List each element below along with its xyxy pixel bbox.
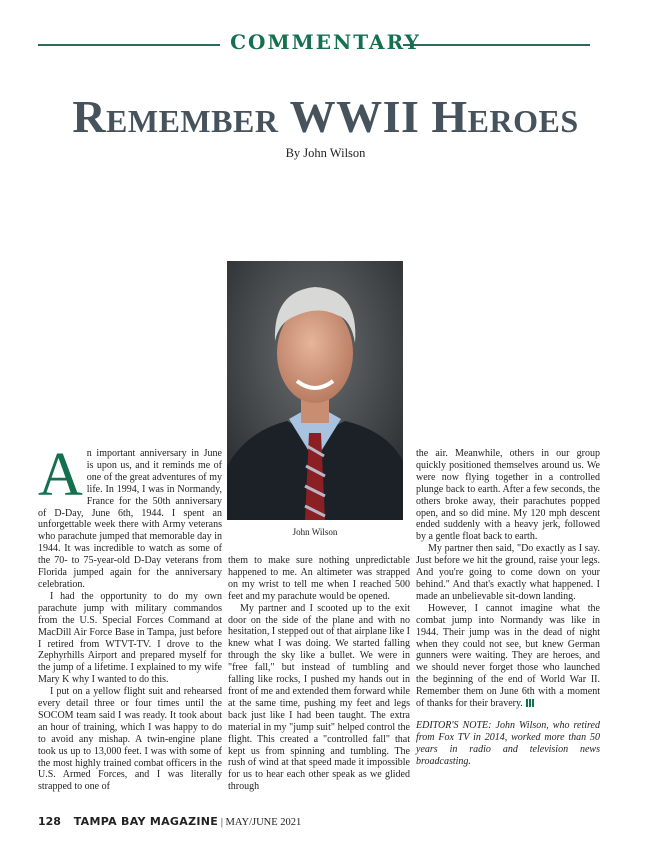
paragraph: However, I cannot imagine what the combat jump into Normandy was like in 1944. Their jump was in the dead of night when they could not see, but knew German gunners were waiting. They are heroes, and we should never forget those who launched the beginning of the end of World War II. Remember them on June 6th with a moment of thanks for their bravery. <box>416 602 600 710</box>
end-mark-icon <box>526 699 534 707</box>
paragraph: My partner then said, "Do exactly as I say. Just before we hit the ground, raise your legs. And you're going to come down on your behind." And that's exactly what happened. I made an unbelievable sit-down landing. <box>416 543 600 602</box>
article-title: Remember WWII Heroes <box>72 91 579 142</box>
paragraph: I had the opportunity to do my own parachute jump with military commandos from the U.S. Special Forces Command at MacDill Air Force Base in Tampa, just before I retired from WTVT-TV. I drove to the Zephyrhills Airport and prepared myself for the jump of a lifetime. I explained to my wife Mary K why I wanted to do this. <box>38 590 222 686</box>
photo-caption: John Wilson <box>292 527 338 537</box>
paragraph: them to make sure nothing unpredictable happened to me. An altimeter was strapped on my wrist to tell me when I reached 500 feet and my parachute would be opened. <box>228 555 410 602</box>
column-1 <box>38 441 222 793</box>
editors-note: EDITOR'S NOTE: John Wilson, who retired from Fox TV in 2014, worked more than 50 years in radio and television news broadcasting. <box>416 719 600 767</box>
issue-date: | MAY/JUNE 2021 <box>220 817 302 828</box>
paragraph: My partner and I scooted up to the exit door on the side of the plane and with no hesitation, I stepped out of that airplane like I knew what I was doing. We started falling through the sky like a bullet. We were in "free fall," but instead of tumbling and falling like rocks, I pushed my hands out in front of me and extended them forward while at the same time, pushing my feet and legs back just like I had been taught. The extra material in my "jump suit" helped control the flight. This created a "controlled fall" that kept us from spinning and tumbling. The rush of wind at that speed made it impossible for us to hear each other speak as we glided through <box>228 602 410 793</box>
paragraph: An important anniversary in June is upon us, and it reminds me of one of the great adventures of my life. In 1994, I was in Normandy, France for the 50th anniversary of D-Day, June 6th, 1944. I spent an unforgettable week there with Army veterans who parachute jumped that memorable day in 1944. It was incredible to watch as some of the 70- to 75-year-old D-Day veterans from Florida jumped again for the anniversary celebration. <box>38 441 222 590</box>
drop-cap: A <box>38 441 83 509</box>
author-photo <box>227 261 403 520</box>
paragraph: I put on a yellow flight suit and rehearsed every detail three or four times until the SOCOM team said I was ready. It took about an hour of training, which I was happy to do to avoid any mishap. A twin-engine plane took us up to 13,000 feet. I was with some of the most highly trained combat officers in the U.S. Armed Forces, and I was literally strapped to one of <box>38 686 222 793</box>
page-footer <box>38 815 301 828</box>
paragraph: the air. Meanwhile, others in our group quickly positioned themselves around us. We were now flying together in a controlled plunge back to earth. After a few seconds, the others broke away, their parachutes popped open, and so did mine. My 120 mph descent ended suddenly with a heavy jerk, followed by a gentle float back to earth. <box>416 448 600 543</box>
column-2 <box>228 555 410 793</box>
magazine-name: TAMPA BAY MAGAZINE <box>73 815 219 828</box>
section-label: COMMENTARY <box>230 30 421 54</box>
column-3 <box>416 448 600 768</box>
byline: By John Wilson <box>285 146 366 160</box>
page-number: 128 <box>38 815 61 828</box>
